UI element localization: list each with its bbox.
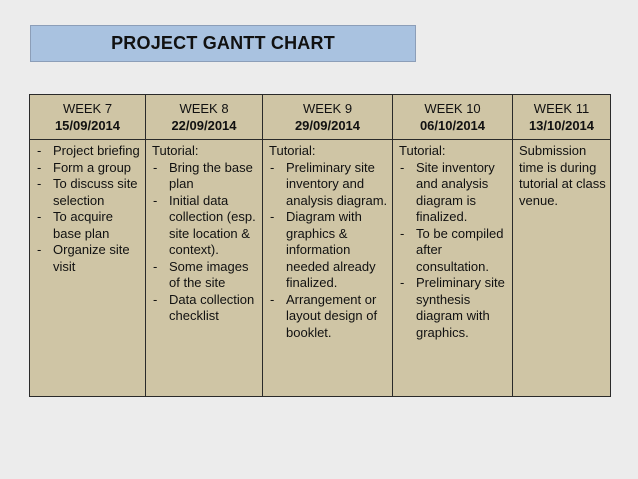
task-list (513, 140, 610, 209)
task-heading: Tutorial: (399, 143, 446, 158)
task-item: - Preliminary site synthesis diagram with graphics. (399, 275, 509, 341)
task-item: - Project briefing (36, 143, 142, 160)
task-item: - Preliminary site inventory and analysis diagram. (269, 160, 389, 210)
week-label: WEEK 7 (62, 101, 113, 116)
task-item: - Site inventory and analysis diagram is finalized. (399, 160, 509, 226)
week-label: WEEK 9 (302, 101, 353, 116)
week-cell (393, 140, 513, 397)
week-label: WEEK 8 (179, 101, 229, 116)
week-cell (263, 140, 393, 397)
week-cell (513, 140, 611, 397)
task-item: - Initial data collection (esp. site location & context). (152, 193, 259, 259)
task-item: - Data collection checklist (152, 292, 259, 325)
week-label: WEEK 11 (533, 101, 590, 116)
week-date: 15/09/2014 (54, 118, 121, 133)
task-list (263, 140, 392, 341)
week-header (513, 95, 611, 140)
week-date: 22/09/2014 (171, 118, 237, 133)
week-header (263, 95, 393, 140)
task-heading: Tutorial: (152, 143, 199, 158)
task-item: - Bring the base plan (152, 160, 259, 193)
week-cell (146, 140, 263, 397)
task-item: - Organize site visit (36, 242, 142, 275)
week-date: 06/10/2014 (419, 118, 486, 133)
gantt-table (29, 94, 611, 397)
task-list (30, 140, 145, 275)
week-date: 13/10/2014 (528, 118, 595, 133)
task-item: - To discuss site selection (36, 176, 142, 209)
week-cell (30, 140, 146, 397)
week-date: 29/09/2014 (294, 118, 361, 133)
task-heading: Tutorial: (269, 143, 316, 158)
week-header (146, 95, 263, 140)
task-text: Submission time is during tutorial at class venue. (519, 143, 606, 208)
task-list (146, 140, 262, 325)
task-item: - To acquire base plan (36, 209, 142, 242)
week-header (30, 95, 146, 140)
task-item: - Arrangement or layout design of booklet. (269, 292, 389, 342)
task-list (393, 140, 512, 341)
page-title: PROJECT GANTT CHART (30, 25, 416, 62)
task-item: - Diagram with graphics & information needed already finalized. (269, 209, 389, 292)
header-row (30, 95, 611, 140)
week-label: WEEK 10 (424, 101, 481, 116)
task-item: - To be compiled after consultation. (399, 226, 509, 276)
task-item: - Form a group (36, 160, 142, 177)
task-row (30, 140, 611, 397)
week-header (393, 95, 513, 140)
task-item: - Some images of the site (152, 259, 259, 292)
